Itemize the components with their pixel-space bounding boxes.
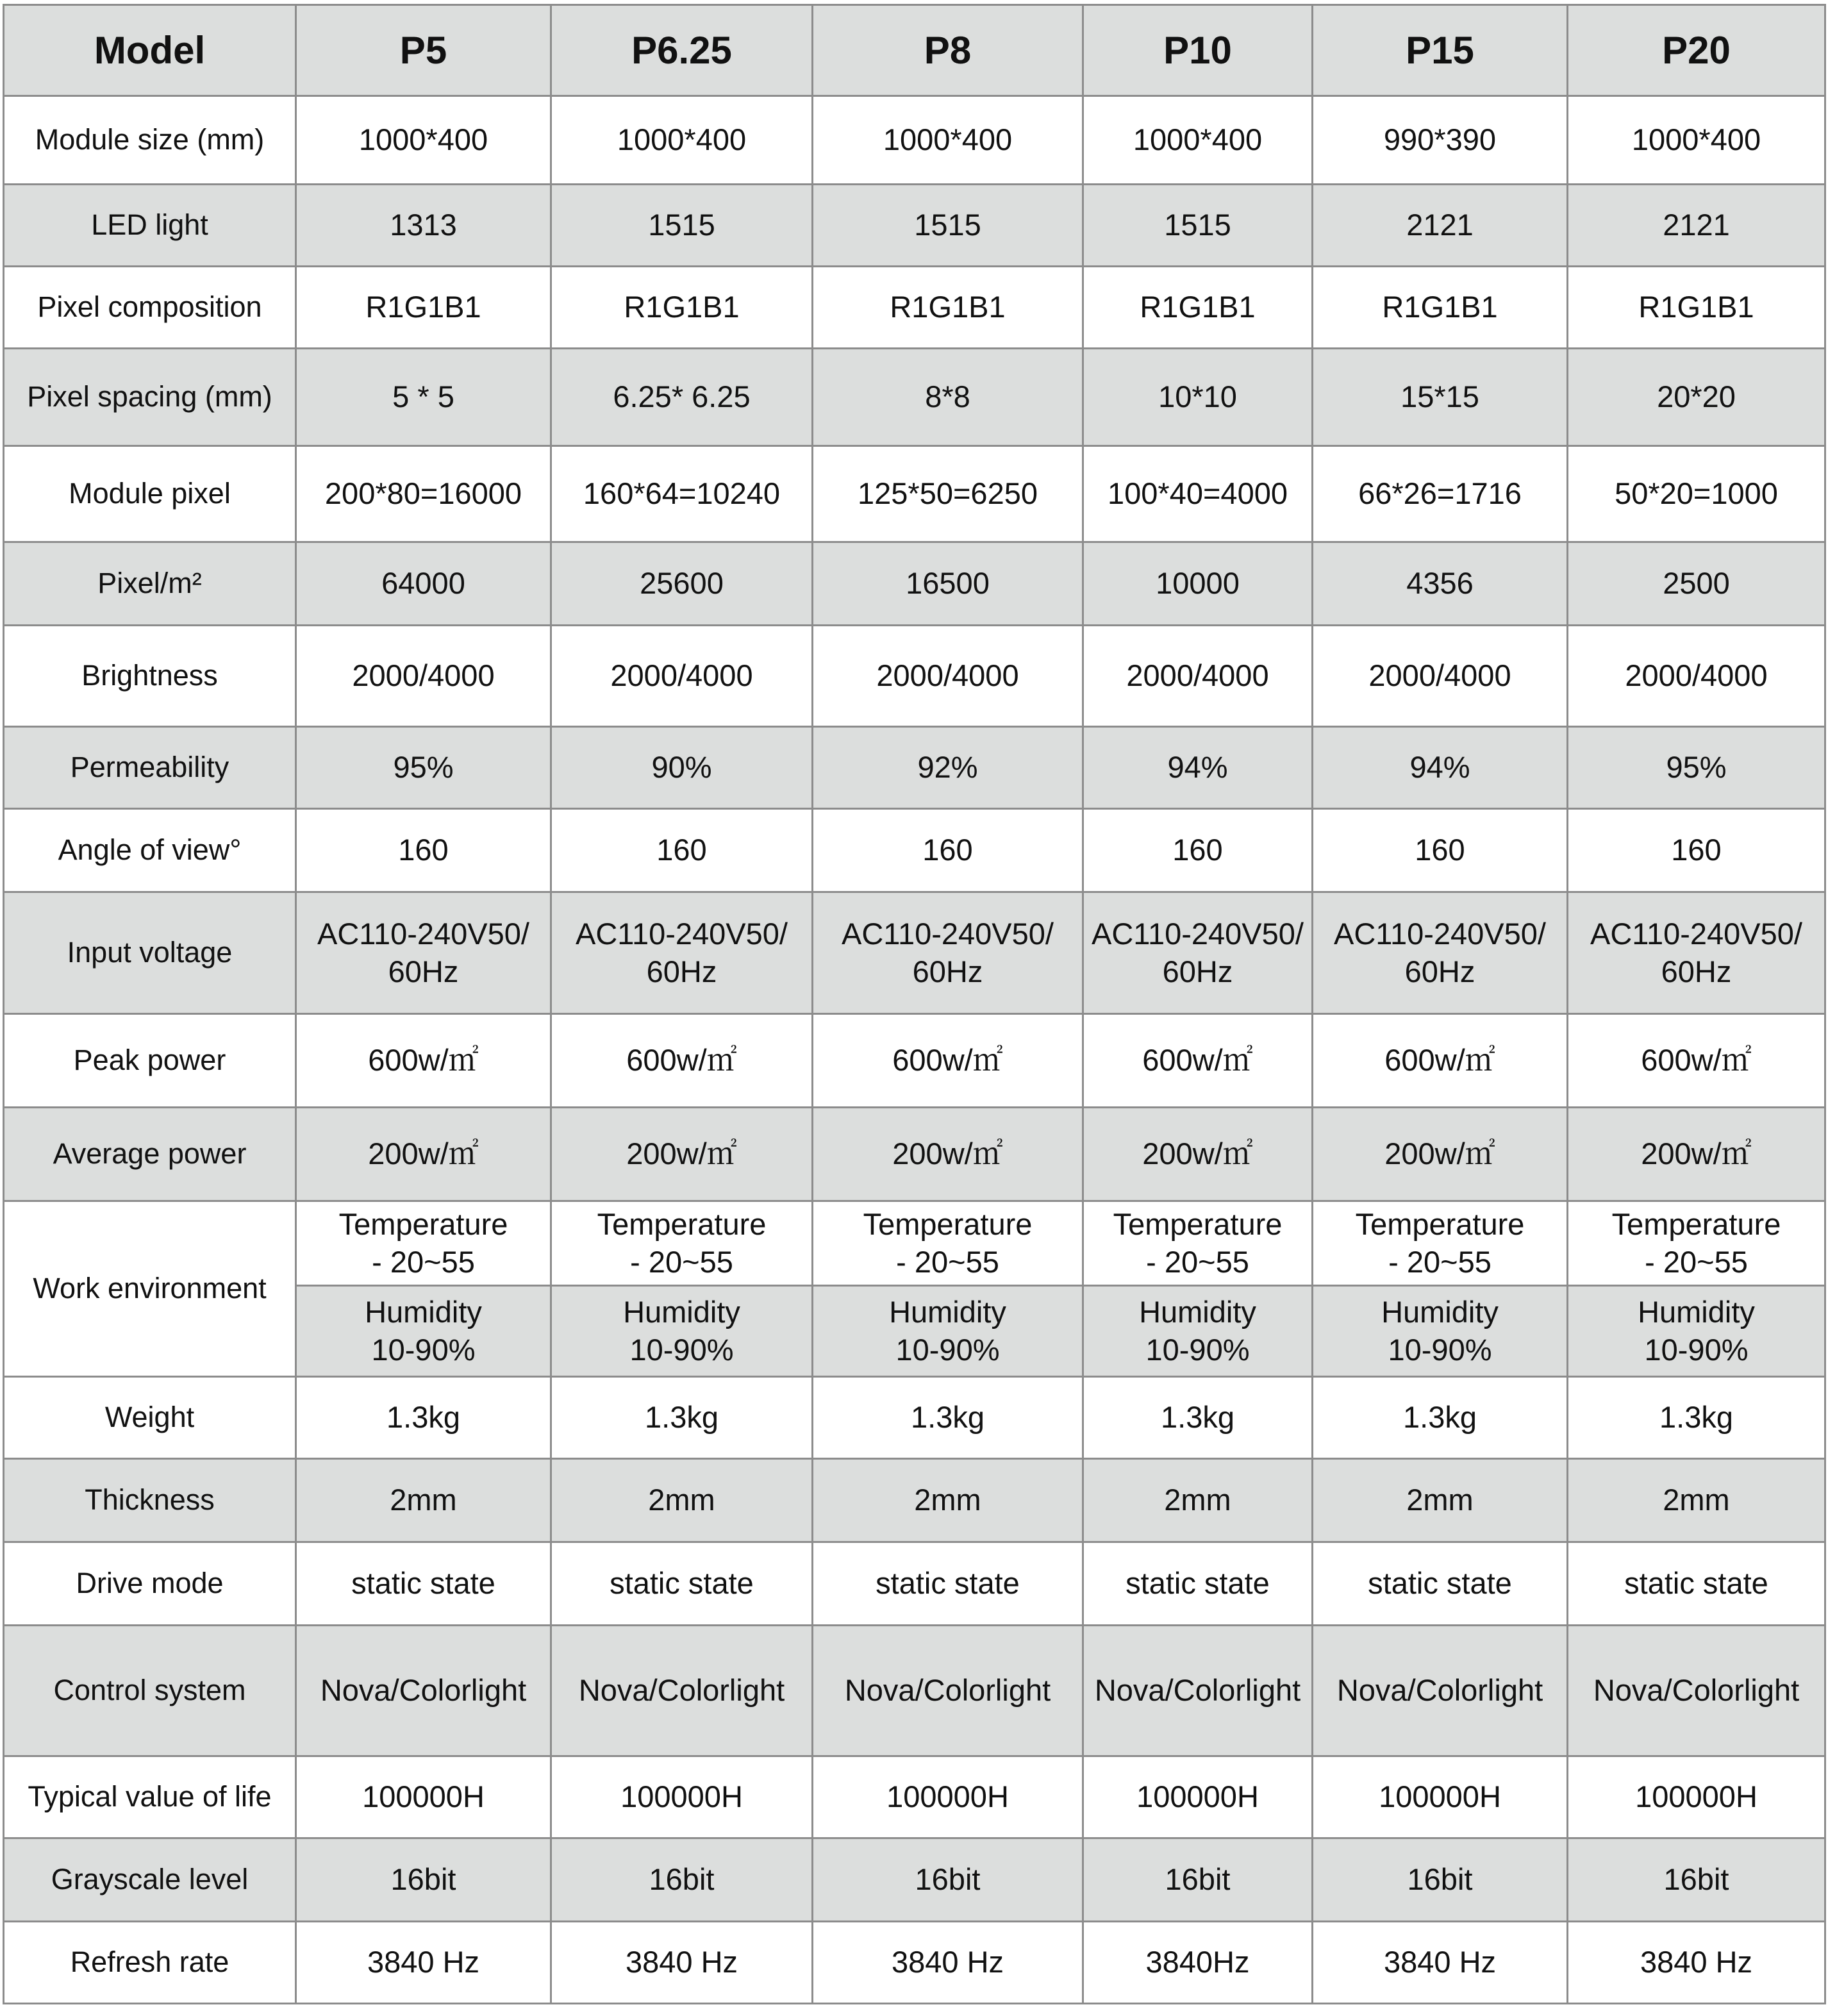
- cell: Nova/Colorlight: [296, 1626, 551, 1756]
- cell: 2000/4000: [813, 626, 1083, 727]
- cell: 160: [296, 809, 551, 892]
- row-drive-mode: [4, 1542, 1825, 1626]
- cell: 1.3kg: [296, 1377, 551, 1459]
- model-p10: P10: [1083, 5, 1313, 96]
- cell: 16bit: [551, 1838, 813, 1922]
- cell: 1000*400: [813, 96, 1083, 185]
- cell: Humidity 10-90%: [1568, 1286, 1825, 1377]
- cell: Humidity 10-90%: [296, 1286, 551, 1377]
- row-brightness: [4, 626, 1825, 727]
- cell: 15*15: [1313, 349, 1568, 446]
- cell: 200w/㎡: [296, 1108, 551, 1201]
- cell: static state: [296, 1542, 551, 1626]
- row-work-environment-temperature: [4, 1201, 1825, 1286]
- cell: AC110-240V50/ 60Hz: [296, 892, 551, 1014]
- cell: 100000H: [813, 1756, 1083, 1838]
- header-row: [4, 5, 1825, 96]
- row-pixel-spacing: [4, 349, 1825, 446]
- cell: 2mm: [1083, 1459, 1313, 1542]
- cell: 6.25* 6.25: [551, 349, 813, 446]
- cell: 3840 Hz: [1313, 1922, 1568, 2004]
- row-average-power: [4, 1108, 1825, 1201]
- cell: 5 * 5: [296, 349, 551, 446]
- cell: 16bit: [1568, 1838, 1825, 1922]
- cell: 1.3kg: [1568, 1377, 1825, 1459]
- cell: Humidity 10-90%: [551, 1286, 813, 1377]
- cell: 600w/㎡: [1313, 1014, 1568, 1108]
- cell: 160: [551, 809, 813, 892]
- cell: 100000H: [1083, 1756, 1313, 1838]
- cell: R1G1B1: [1313, 267, 1568, 349]
- cell: 10*10: [1083, 349, 1313, 446]
- cell: 2121: [1568, 185, 1825, 267]
- cell: 95%: [296, 727, 551, 809]
- cell: 600w/㎡: [551, 1014, 813, 1108]
- cell: 200w/㎡: [1313, 1108, 1568, 1201]
- cell: 1515: [1083, 185, 1313, 267]
- row-label: Grayscale level: [4, 1838, 296, 1922]
- cell: 64000: [296, 542, 551, 626]
- row-label: Average power: [4, 1108, 296, 1201]
- cell: 100000H: [1313, 1756, 1568, 1838]
- cell: 3840 Hz: [813, 1922, 1083, 2004]
- model-p5: P5: [296, 5, 551, 96]
- cell: Temperature - 20~55: [1313, 1201, 1568, 1286]
- cell: 2000/4000: [551, 626, 813, 727]
- cell: 3840 Hz: [551, 1922, 813, 2004]
- model-p15: P15: [1313, 5, 1568, 96]
- cell: 1000*400: [296, 96, 551, 185]
- model-p20: P20: [1568, 5, 1825, 96]
- row-label: Pixel spacing (mm): [4, 349, 296, 446]
- row-label: Brightness: [4, 626, 296, 727]
- cell: Nova/Colorlight: [1083, 1626, 1313, 1756]
- row-label: Peak power: [4, 1014, 296, 1108]
- cell: Humidity 10-90%: [813, 1286, 1083, 1377]
- cell: 66*26=1716: [1313, 446, 1568, 542]
- cell: 160*64=10240: [551, 446, 813, 542]
- cell: 100000H: [296, 1756, 551, 1838]
- cell: Temperature - 20~55: [1083, 1201, 1313, 1286]
- cell: static state: [1083, 1542, 1313, 1626]
- cell: 16bit: [296, 1838, 551, 1922]
- cell: 100000H: [551, 1756, 813, 1838]
- cell: AC110-240V50/ 60Hz: [1083, 892, 1313, 1014]
- cell: R1G1B1: [813, 267, 1083, 349]
- cell: 3840 Hz: [296, 1922, 551, 2004]
- cell: 1515: [551, 185, 813, 267]
- row-weight: [4, 1377, 1825, 1459]
- cell: 2000/4000: [1313, 626, 1568, 727]
- row-peak-power: [4, 1014, 1825, 1108]
- model-p625: P6.25: [551, 5, 813, 96]
- cell: 10000: [1083, 542, 1313, 626]
- cell: 1.3kg: [813, 1377, 1083, 1459]
- cell: 94%: [1313, 727, 1568, 809]
- cell: 200w/㎡: [551, 1108, 813, 1201]
- row-grayscale-level: [4, 1838, 1825, 1922]
- cell: AC110-240V50/ 60Hz: [813, 892, 1083, 1014]
- row-control-system: [4, 1626, 1825, 1756]
- row-refresh-rate: [4, 1922, 1825, 2004]
- cell: AC110-240V50/ 60Hz: [1568, 892, 1825, 1014]
- cell: 1.3kg: [1313, 1377, 1568, 1459]
- row-label: Refresh rate: [4, 1922, 296, 2004]
- cell: 1.3kg: [551, 1377, 813, 1459]
- cell: 20*20: [1568, 349, 1825, 446]
- row-label: Module pixel: [4, 446, 296, 542]
- row-permeability: [4, 727, 1825, 809]
- cell: 2000/4000: [296, 626, 551, 727]
- row-label: Work environment: [4, 1201, 296, 1377]
- row-label: Angle of view°: [4, 809, 296, 892]
- row-label: Weight: [4, 1377, 296, 1459]
- cell: 200w/㎡: [1568, 1108, 1825, 1201]
- cell: Nova/Colorlight: [813, 1626, 1083, 1756]
- cell: 16bit: [1313, 1838, 1568, 1922]
- cell: 16500: [813, 542, 1083, 626]
- row-label: Typical value of life: [4, 1756, 296, 1838]
- cell: 990*390: [1313, 96, 1568, 185]
- row-pixel-composition: [4, 267, 1825, 349]
- cell: 600w/㎡: [1568, 1014, 1825, 1108]
- cell: 160: [813, 809, 1083, 892]
- cell: 92%: [813, 727, 1083, 809]
- cell: 100000H: [1568, 1756, 1825, 1838]
- cell: Temperature - 20~55: [1568, 1201, 1825, 1286]
- cell: 2500: [1568, 542, 1825, 626]
- spec-sheet: [3, 4, 1824, 2011]
- cell: R1G1B1: [296, 267, 551, 349]
- cell: 95%: [1568, 727, 1825, 809]
- cell: 200w/㎡: [1083, 1108, 1313, 1201]
- model-p8: P8: [813, 5, 1083, 96]
- cell: static state: [1568, 1542, 1825, 1626]
- cell: 2mm: [1313, 1459, 1568, 1542]
- cell: 600w/㎡: [296, 1014, 551, 1108]
- cell: 1000*400: [1568, 96, 1825, 185]
- cell: 8*8: [813, 349, 1083, 446]
- row-label: Input voltage: [4, 892, 296, 1014]
- cell: Nova/Colorlight: [1568, 1626, 1825, 1756]
- cell: Temperature - 20~55: [813, 1201, 1083, 1286]
- cell: 1.3kg: [1083, 1377, 1313, 1459]
- cell: 160: [1083, 809, 1313, 892]
- cell: 160: [1313, 809, 1568, 892]
- cell: 160: [1568, 809, 1825, 892]
- row-label: Control system: [4, 1626, 296, 1756]
- cell: 3840Hz: [1083, 1922, 1313, 2004]
- cell: 200w/㎡: [813, 1108, 1083, 1201]
- cell: 4356: [1313, 542, 1568, 626]
- cell: 16bit: [813, 1838, 1083, 1922]
- cell: static state: [551, 1542, 813, 1626]
- cell: Temperature - 20~55: [296, 1201, 551, 1286]
- cell: static state: [813, 1542, 1083, 1626]
- cell: 16bit: [1083, 1838, 1313, 1922]
- cell: AC110-240V50/ 60Hz: [551, 892, 813, 1014]
- cell: 1000*400: [1083, 96, 1313, 185]
- cell: 2000/4000: [1568, 626, 1825, 727]
- cell: 2mm: [551, 1459, 813, 1542]
- row-angle-of-view: [4, 809, 1825, 892]
- cell: R1G1B1: [551, 267, 813, 349]
- row-label: Permeability: [4, 727, 296, 809]
- cell: 2mm: [1568, 1459, 1825, 1542]
- cell: Humidity 10-90%: [1313, 1286, 1568, 1377]
- cell: R1G1B1: [1568, 267, 1825, 349]
- cell: 94%: [1083, 727, 1313, 809]
- cell: 2000/4000: [1083, 626, 1313, 727]
- row-typical-life: [4, 1756, 1825, 1838]
- cell: 2mm: [813, 1459, 1083, 1542]
- cell: 50*20=1000: [1568, 446, 1825, 542]
- cell: 1000*400: [551, 96, 813, 185]
- row-label: Drive mode: [4, 1542, 296, 1626]
- row-pixel-per-m2: [4, 542, 1825, 626]
- cell: 1515: [813, 185, 1083, 267]
- cell: 90%: [551, 727, 813, 809]
- header-label: Model: [4, 5, 296, 96]
- cell: 100*40=4000: [1083, 446, 1313, 542]
- cell: Temperature - 20~55: [551, 1201, 813, 1286]
- row-label: Pixel composition: [4, 267, 296, 349]
- cell: 600w/㎡: [813, 1014, 1083, 1108]
- row-module-pixel: [4, 446, 1825, 542]
- row-label: Module size (mm): [4, 96, 296, 185]
- row-module-size: [4, 96, 1825, 185]
- cell: 25600: [551, 542, 813, 626]
- cell: 1313: [296, 185, 551, 267]
- row-label: Thickness: [4, 1459, 296, 1542]
- cell: Nova/Colorlight: [551, 1626, 813, 1756]
- cell: 200*80=16000: [296, 446, 551, 542]
- row-label: Pixel/m²: [4, 542, 296, 626]
- row-input-voltage: [4, 892, 1825, 1014]
- cell: 600w/㎡: [1083, 1014, 1313, 1108]
- cell: Nova/Colorlight: [1313, 1626, 1568, 1756]
- led-spec-table: [3, 4, 1826, 2004]
- row-label: LED light: [4, 185, 296, 267]
- cell: 2121: [1313, 185, 1568, 267]
- cell: 2mm: [296, 1459, 551, 1542]
- cell: Humidity 10-90%: [1083, 1286, 1313, 1377]
- cell: static state: [1313, 1542, 1568, 1626]
- cell: 125*50=6250: [813, 446, 1083, 542]
- row-thickness: [4, 1459, 1825, 1542]
- cell: 3840 Hz: [1568, 1922, 1825, 2004]
- cell: AC110-240V50/ 60Hz: [1313, 892, 1568, 1014]
- row-led-light: [4, 185, 1825, 267]
- cell: R1G1B1: [1083, 267, 1313, 349]
